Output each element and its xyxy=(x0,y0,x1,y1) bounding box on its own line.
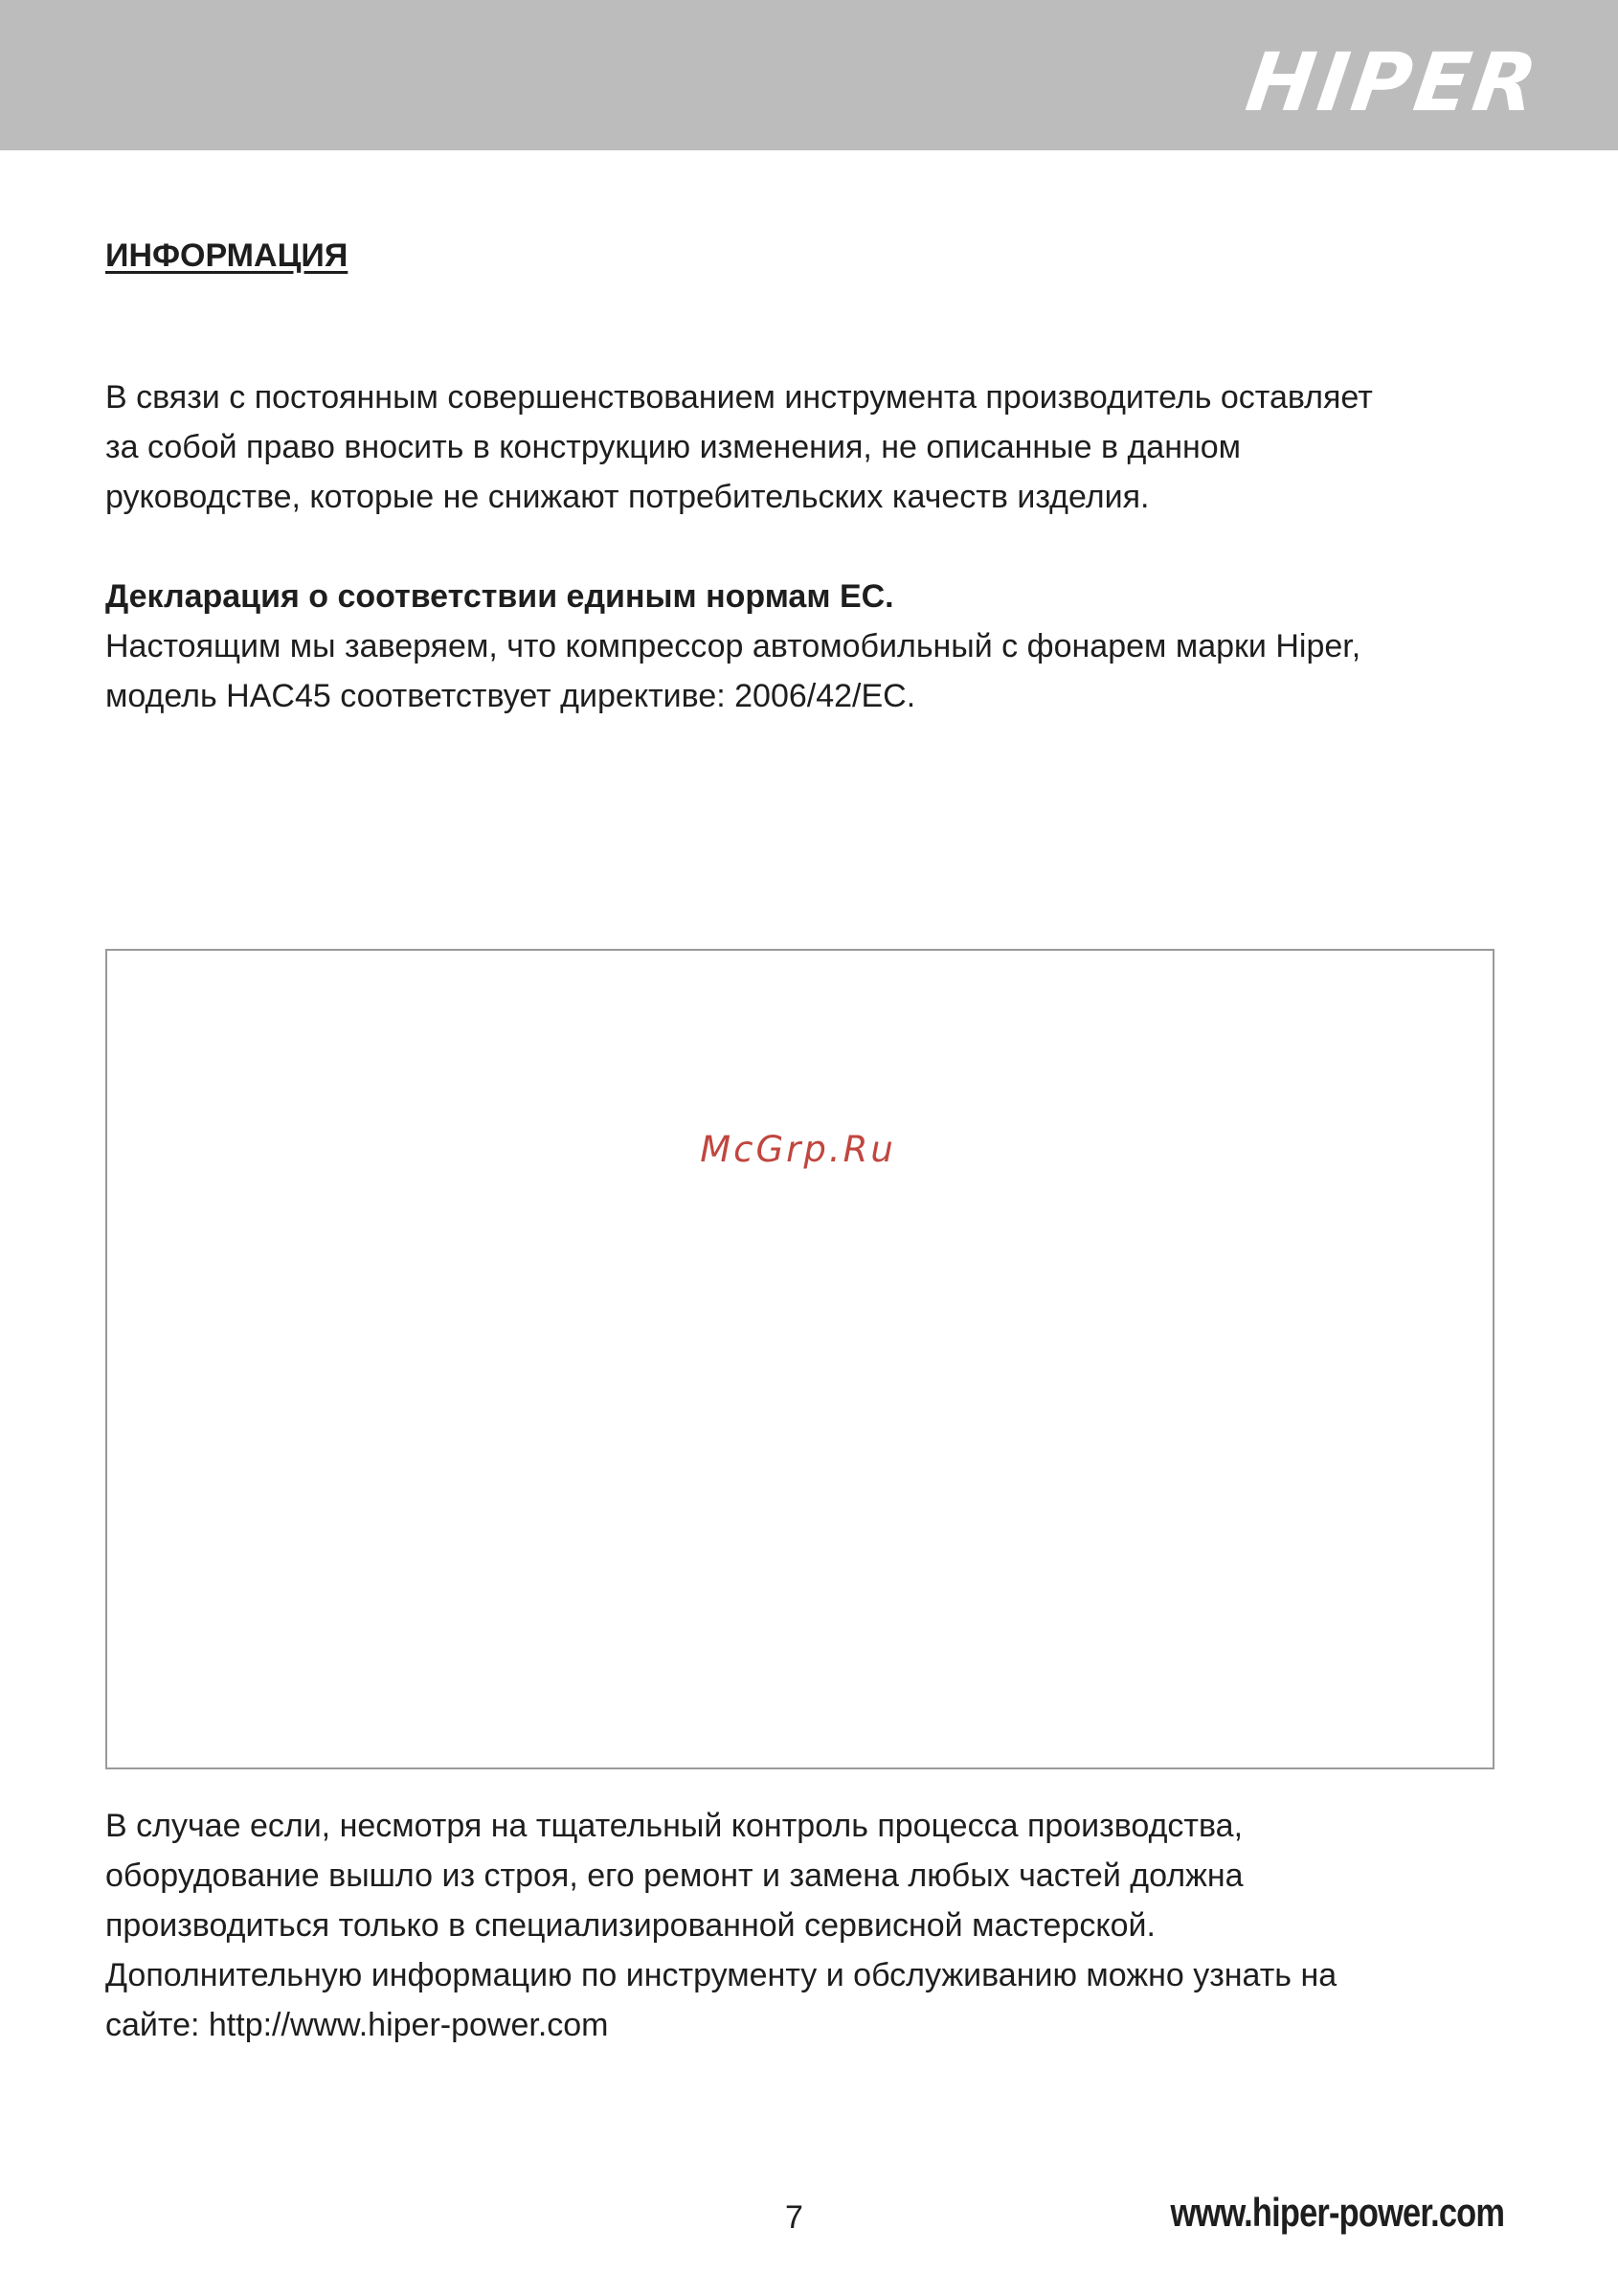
hiper-logo: HIPER xyxy=(1240,35,1546,129)
paragraph-line: за собой право вносить в конструкцию изменения, не описанные в данном xyxy=(105,429,1242,465)
paragraph-line: оборудование вышло из строя, его ремонт и замена любых частей должна xyxy=(105,1857,1244,1894)
declaration-title: Декларация о соответствии единым нормам ЕС. xyxy=(105,578,894,615)
page-number: 7 xyxy=(785,2199,803,2236)
declaration-paragraph xyxy=(105,621,1522,721)
paragraph-line: производиться только в специализированной сервисной мастерской. xyxy=(105,1907,1156,1944)
paragraph-line: руководстве, которые не снижают потребительских качеств изделия. xyxy=(105,479,1150,515)
paragraph-line: сайте: http://www.hiper-power.com xyxy=(105,2007,609,2043)
section-heading: ИНФОРМАЦИЯ xyxy=(105,237,348,274)
header-bar xyxy=(0,0,1618,150)
paragraph-line: В связи с постоянным совершенствованием инструмента производитель оставляет xyxy=(105,379,1373,416)
paragraph-line: В случае если, несмотря на тщательный контроль процесса производства, xyxy=(105,1808,1244,1844)
service-paragraph xyxy=(105,1801,1522,2050)
watermark-text: McGrp.Ru xyxy=(700,1129,896,1170)
paragraph-line: Дополнительную информацию по инструменту и обслуживанию можно узнать на xyxy=(105,1957,1337,1993)
paragraph-line: модель HAC45 соответствует директиве: 2006/42/EC. xyxy=(105,678,916,714)
info-paragraph xyxy=(105,372,1522,522)
footer-url: www.hiper-power.com xyxy=(1170,2190,1504,2235)
image-frame xyxy=(105,949,1494,1769)
paragraph-line: Настоящим мы заверяем, что компрессор автомобильный с фонарем марки Hiper, xyxy=(105,628,1361,664)
